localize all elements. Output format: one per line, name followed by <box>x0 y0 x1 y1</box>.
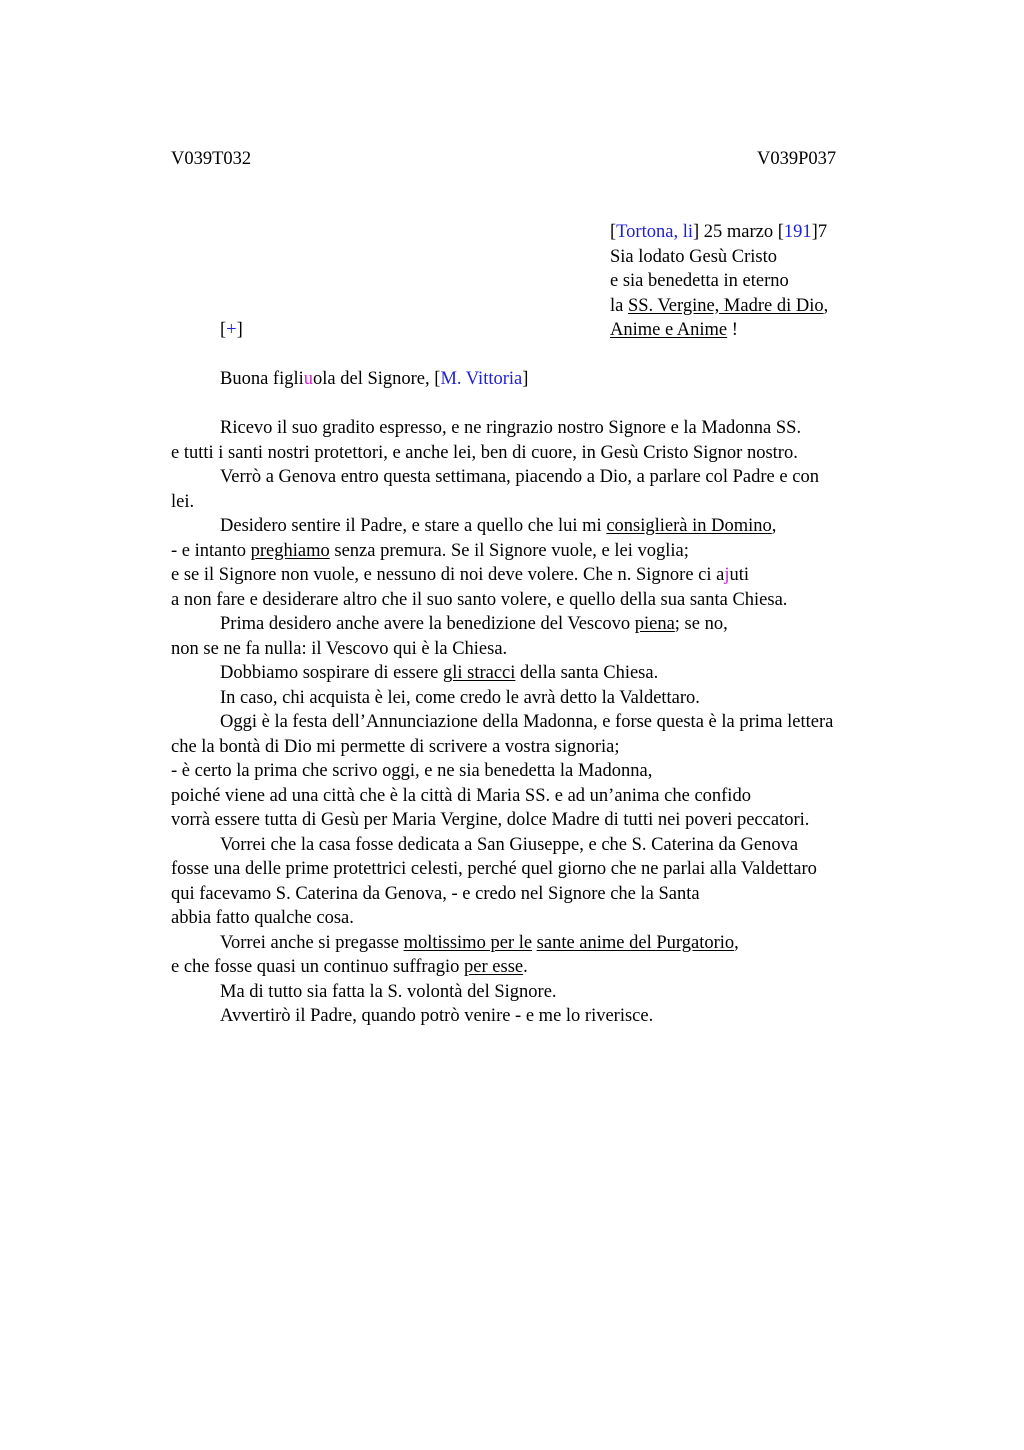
reference-code-left: V039T032 <box>171 149 252 169</box>
body-line: - è certo la prima che scrivo oggi, e ne sia benedetta la Madonna, <box>171 761 653 781</box>
body-line: e che fosse quasi un continuo suffragio per esse. <box>171 957 528 977</box>
body-line: Oggi è la festa dell’Annunciazione della Madonna, e forse questa è la prima lettera <box>220 712 834 732</box>
correction-letter: j <box>724 565 730 585</box>
body-line: Desidero sentire il Padre, e stare a quello che lui mi consiglierà in Domino, <box>220 516 777 536</box>
letter-heading <box>610 220 1000 343</box>
body-line: Avvertirò il Padre, quando potrò venire - e me lo riverisce. <box>220 1006 654 1026</box>
body-line: Vorrei anche si pregasse moltissimo per le sante anime del Purgatorio, <box>220 932 739 953</box>
body-line: che la bontà di Dio mi permette di scrivere a vostra signoria; <box>171 736 620 757</box>
letter-body <box>171 416 971 1029</box>
body-line: e se il Signore non vuole, e nessuno di noi deve volere. Che n. Signore ci ajuti <box>171 565 750 585</box>
body-line: lei. <box>171 491 195 512</box>
body-line: non se ne fa nulla: il Vescovo qui è la Chiesa. <box>171 638 508 659</box>
editorial-place: Tortona, li <box>616 222 693 242</box>
body-line: qui facevamo S. Caterina da Genova, - e credo nel Signore che la Santa <box>171 883 700 904</box>
body-line: - e intanto preghiamo senza premura. Se il Signore vuole, e lei voglia; <box>171 540 689 561</box>
invocation-line-1: Sia lodato Gesù Cristo <box>610 246 778 267</box>
body-line: Prima desidero anche avere la benedizione del Vescovo piena; se no, <box>220 614 728 634</box>
cross-icon: + <box>226 320 237 340</box>
cross-mark: [+] <box>220 320 243 340</box>
reference-code-right: V039P037 <box>757 149 837 169</box>
body-line: Vorrei che la casa fosse dedicata a San Giuseppe, e che S. Caterina da Genova <box>220 834 799 855</box>
body-line: fosse una delle prime protettrici celesti, perché quel giorno che ne parlai alla Valdettaro <box>171 859 817 879</box>
invocation-line-4: Anime e Anime ! <box>610 320 738 340</box>
date-line: [Tortona, li] 25 marzo [191]7 <box>610 222 828 242</box>
body-line: Ricevo il suo gradito espresso, e ne ringrazio nostro Signore e la Madonna SS. <box>220 418 802 438</box>
body-line: a non fare e desiderare altro che il suo santo volere, e quello della sua santa Chiesa. <box>171 589 788 610</box>
editorial-year: 191 <box>783 222 812 242</box>
invocation-line-3: la SS. Vergine, Madre di Dio, <box>610 295 829 316</box>
body-line: poiché viene ad una città che è la città di Maria SS. e ad un’anima che confido <box>171 785 751 806</box>
body-line: vorrà essere tutta di Gesù per Maria Vergine, dolce Madre di tutti nei poveri peccatori. <box>171 810 810 830</box>
invocation-line-2: e sia benedetta in eterno <box>610 271 789 291</box>
body-line: In caso, chi acquista è lei, come credo le avrà detto la Valdettaro. <box>220 687 700 708</box>
body-line: abbia fatto qualche cosa. <box>171 908 354 928</box>
salutation: Buona figliuola del Signore, [M. Vittoria] <box>220 369 529 389</box>
body-line: Ma di tutto sia fatta la S. volontà del Signore. <box>220 981 557 1002</box>
body-line: e tutti i santi nostri protettori, e anche lei, ben di cuore, in Gesù Cristo Signor nostro. <box>171 442 798 463</box>
body-line: Verrò a Genova entro questa settimana, piacendo a Dio, a parlare col Padre e con <box>220 467 819 487</box>
correction-letter: u <box>303 369 314 389</box>
editorial-recipient: M. Vittoria <box>440 369 523 389</box>
body-line: Dobbiamo sospirare di essere gli stracci della santa Chiesa. <box>220 663 659 683</box>
